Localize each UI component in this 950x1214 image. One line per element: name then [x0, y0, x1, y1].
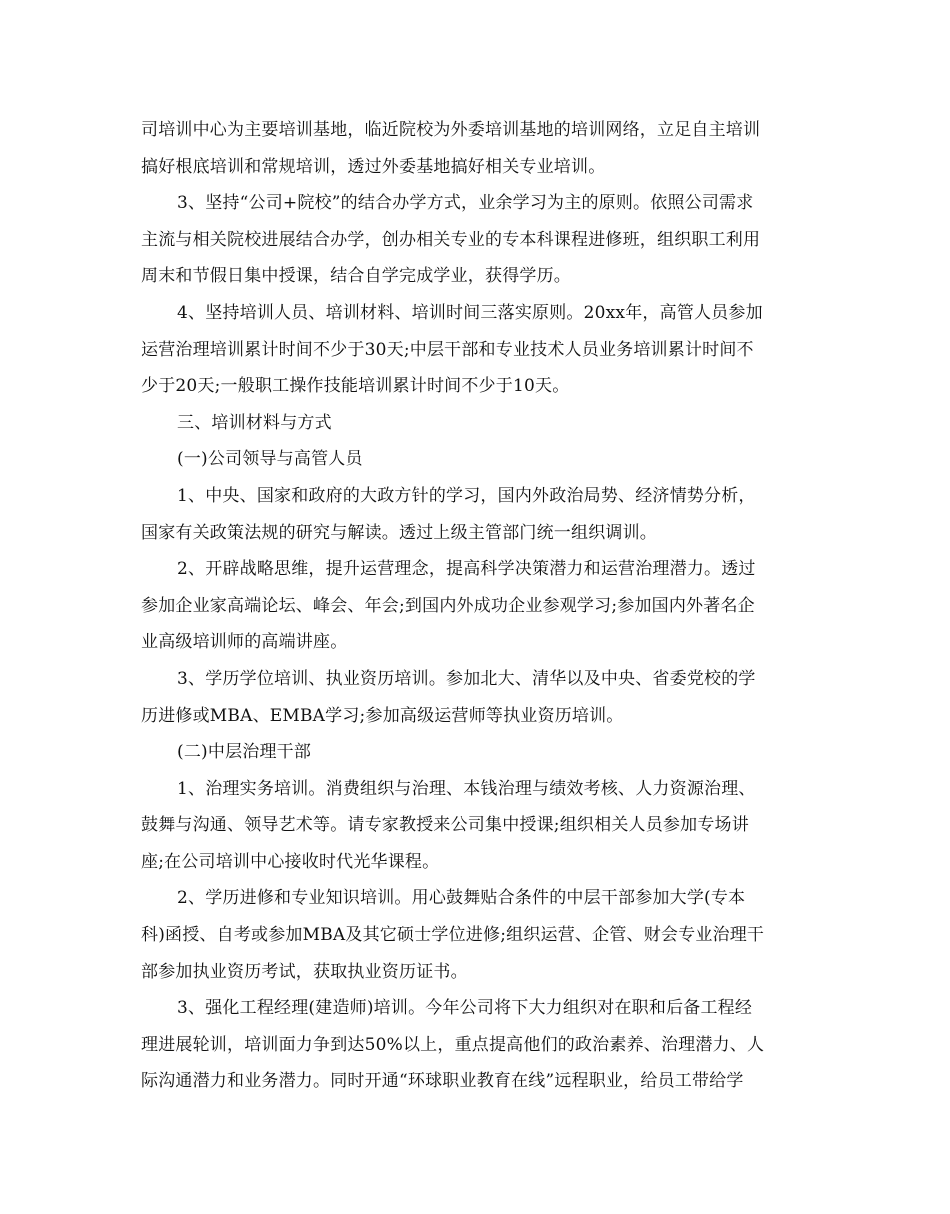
text-line: 参加企业家高端论坛、峰会、年会;到国内外成功企业参观学习;参加国内外著名企	[141, 595, 755, 616]
document-body	[141, 112, 813, 1100]
text-line: 业高级培训师的高端讲座。	[141, 632, 348, 653]
text-line: 司培训中心为主要培训基地，临近院校为外委培训基地的培训网络，立足自主培训	[141, 120, 761, 140]
text-line: 国家有关政策法规的研究与解读。透过上级主管部门统一组织调训。	[141, 522, 657, 543]
text-line: 科)函授、自考或参加MBA及其它硕士学位进修;组织运营、企管、财会专业治理干	[141, 925, 765, 946]
text-line: 主流与相关院校进展结合办学，创办相关专业的专本科课程进修班，组织职工利用	[141, 229, 761, 250]
text-line: 3、坚持“公司+院校”的结合办学方式，业余学习为主的原则。依照公司需求	[177, 193, 754, 214]
text-line: (二)中层治理干部	[177, 742, 312, 763]
text-line: 鼓舞与沟通、领导艺术等。请专家教授来公司集中授课;组织相关人员参加专场讲	[141, 815, 749, 836]
text-line: 3、学历学位培训、执业资历培训。参加北大、清华以及中央、省委党校的学	[177, 668, 756, 689]
text-line: 4、坚持培训人员、培训材料、培训时间三落实原则。20xx年，高管人员参加	[177, 302, 763, 323]
text-line: 理进展轮训，培训面力争到达50%以上，重点提高他们的政治素养、治理潜力、人	[141, 1034, 765, 1055]
text-line: 搞好根底培训和常规培训，透过外委基地搞好相关专业培训。	[141, 156, 606, 177]
text-line: 运营治理培训累计时间不少于30天;中层干部和专业技术人员业务培训累计时间不	[141, 339, 754, 360]
text-line: 际沟通潜力和业务潜力。同时开通“环球职业教育在线”远程职业，给员工带给学	[141, 1071, 744, 1092]
text-line: 2、学历进修和专业知识培训。用心鼓舞贴合条件的中层干部参加大学(专本	[177, 888, 746, 909]
text-line: 3、强化工程经理(建造师)培训。今年公司将下大力组织对在职和后备工程经	[177, 998, 753, 1019]
text-line: (一)公司领导与高管人员	[177, 449, 363, 470]
text-line: 少于20天;一般职工操作技能培训累计时间不少于10天。	[141, 376, 570, 397]
text-line: 周末和节假日集中授课，结合自学完成学业，获得学历。	[141, 266, 571, 287]
text-line: 2、开辟战略思维，提升运营理念，提高科学决策潜力和运营治理潜力。透过	[177, 559, 756, 580]
text-line: 历进修或MBA、EMBA学习;参加高级运营师等执业资历培训。	[141, 705, 624, 726]
text-line: 1、治理实务培训。消费组织与治理、本钱治理与绩效考核、人力资源治理、	[177, 778, 756, 799]
text-line: 部参加执业资历考试，获取执业资历证书。	[141, 961, 468, 982]
text-line: 三、培训材料与方式	[177, 412, 332, 433]
text-line: 1、中央、国家和政府的大政方针的学习，国内外政治局势、经济情势分析，	[177, 485, 756, 506]
text-line: 座;在公司培训中心接收时代光华课程。	[141, 851, 440, 872]
